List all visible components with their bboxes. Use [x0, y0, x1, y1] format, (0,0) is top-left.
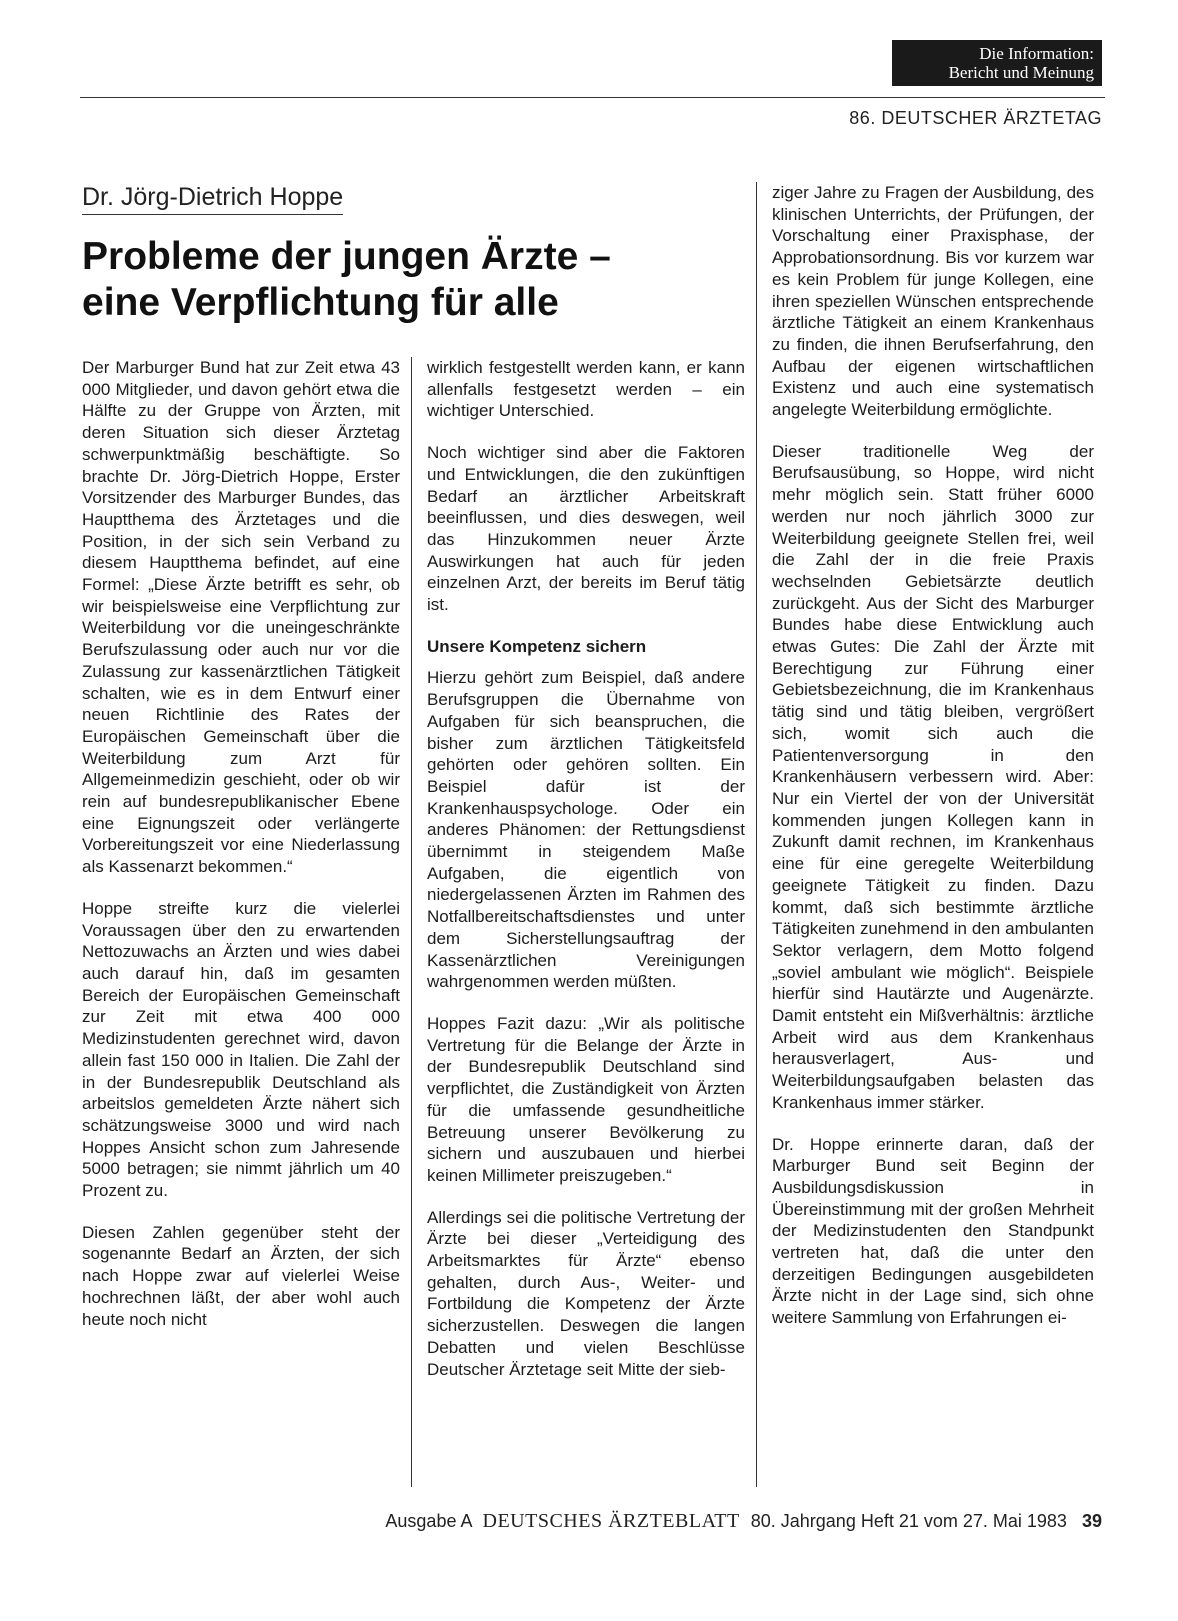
paragraph: Dr. Hoppe erinnerte daran, daß der Marburger Bund seit Beginn der Ausbildungsdiskussion in Übereinstimmung mit der großen Mehrheit der Medizinstudenten den Standpunkt vertreten hat, daß die unter den derzeitigen Bedingungen ausgebildeten Ärzte nicht in der Lage sind, sich ohne weitere Sammlung von Erfahrungen ei-	[772, 1134, 1094, 1328]
page-number: 39	[1081, 1511, 1102, 1531]
title-line1: Probleme der jungen Ärzte –	[82, 235, 611, 278]
column-rule-1	[411, 357, 412, 1487]
column-1	[82, 357, 400, 1350]
paragraph: Hoppe streifte kurz die vielerlei Voraussagen über den zu erwartenden Nettozuwachs an Ärzten und wies dabei auch darauf hin, daß im gesamten Bereich der Europäischen Gemeinschaft zur Zeit mit etwa 400 000 Medizinstudenten gerechnet wird, davon allein fast 150 000 in Italien. Die Zahl der in der Bundesrepublik Deutschland als arbeitslos gemeldeten Ärzte nähert sich schätzungsweise 3000 und wird nach Hoppes Ansicht schon zum Jahresende 5000 betragen; sie nimmt jährlich um 40 Prozent zu.	[82, 898, 400, 1201]
column-rule-2	[756, 182, 757, 1487]
section-label: 86. DEUTSCHER ÄRZTETAG	[849, 108, 1102, 128]
column-3	[772, 182, 1094, 1349]
paragraph: ziger Jahre zu Fragen der Ausbildung, des klinischen Unterrichts, der Prüfungen, der Vorschaltung einer Praxisphase, der Approbationsordnung. Bis vor kurzem war es kein Problem für junge Kollegen, eine ihren speziellen Wünschen entsprechende ärztliche Tätigkeit an einem Krankenhaus zu finden, die ihnen Berufserfahrung, den Aufbau der eigenen wirtschaftlichen Existenz und auch eine systematisch angelegte Weiterbildung ermöglichte.	[772, 183, 1094, 420]
subheading: Unsere Kompetenz sichern	[427, 636, 647, 656]
column-2	[427, 357, 745, 1400]
article-title	[82, 234, 762, 326]
page-footer	[0, 1510, 1102, 1533]
paragraph: Noch wichtiger sind aber die Faktoren und Entwicklungen, die den zukünftigen Bedarf an ärztlicher Arbeitskraft beeinflussen, und dies deswegen, weil das Hinzukommen neuer Ärzte Auswirkungen hat auch für jeden einzelnen Arzt, der bereits im Beruf tätig ist.	[427, 443, 745, 615]
section-header-box	[892, 40, 1102, 86]
title-line2: eine Verpflichtung für alle	[82, 281, 559, 324]
footer-edition: Ausgabe A	[385, 1511, 472, 1531]
paragraph: Der Marburger Bund hat zur Zeit etwa 43 000 Mitglieder, und davon gehört etwa die Hälfte zu der Gruppe von Ärzten, mit deren Situation sich dieser Ärztetag schwerpunktmäßig beschäftigte. So brachte Dr. Jörg-Dietrich Hoppe, Erster Vorsitzender des Marburger Bundes, das Hauptthema des Ärztetages und die Position, in der sich sein Verband zu diesem Hauptthema befindet, auf eine Formel: „Diese Ärzte betrifft es sehr, ob wir beispielsweise eine Verpflichtung zur Weiterbildung vor die uneingeschränkte Berufszulassung oder auch nur vor die Zulassung zur kassenärztlichen Tätigkeit schalten, wie es in dem Entwurf einer neuen Richtlinie des Rates der Europäischen Gemeinschaft über die Weiterbildung zum Arzt für Allgemeinmedizin geschieht, oder ob wir rein auf bundesrepublikanischer Ebene eine Eignungszeit oder verlängerte Vorbereitungszeit vor eine Niederlassung als Kassenarzt bekommen.“	[82, 358, 400, 877]
paragraph: wirklich festgestellt werden kann, er kann allenfalls festgesetzt werden – ein wichtiger Unterschied.	[427, 358, 745, 421]
paragraph: Hierzu gehört zum Beispiel, daß andere Berufsgruppen die Übernahme von Aufgaben für sich beanspruchen, die bisher zum ärztlichen Tätigkeitsfeld gehörten oder gehören sollten. Ein Beispiel dafür ist der Krankenhauspsychologe. Oder ein anderes Phänomen: der Rettungsdienst übernimmt in steigendem Maße Aufgaben, die eigentlich von niedergelassenen Ärzten im Rahmen des Notfallbereitschaftsdienstes und unter dem Sicherstellungsauftrag der Kassenärztlichen Vereinigungen wahrgenommen werden müßten.	[427, 668, 745, 992]
paragraph: Diesen Zahlen gegenüber steht der sogenannte Bedarf an Ärzten, der sich nach Hoppe zwar auf vielerlei Weise hochrechnen läßt, der aber wohl auch heute noch nicht	[82, 1222, 400, 1329]
footer-issue: 80. Jahrgang Heft 21 vom 27. Mai 1983	[750, 1511, 1067, 1531]
paragraph: Dieser traditionelle Weg der Berufsausübung, so Hoppe, wird nicht mehr möglich sein. Statt früher 6000 werden nur noch jährlich 3000 zur Weiterbildung geeignete Stellen frei, weil die Zahl der in die freie Praxis wechselnden Gebietsärzte deutlich zurückgeht. Aus der Sicht des Marburger Bundes habe diese Entwicklung auch etwas Gutes: Die Zahl der Ärzte mit Berechtigung zur Führung einer Gebietsbezeichnung, die im Krankenhaus tätig sind und tätig bleiben, vergrößert sich, womit sich auch die Patientenversorgung in den Krankenhäusern verbessern wird. Aber: Nur ein Viertel der von der Universität kommenden jungen Kollegen kann in Zukunft damit rechnen, im Krankenhaus eine für eine geregelte Weiterbildung geeignete Tätigkeit zu finden. Dazu kommt, daß sich bestimmte ärztliche Tätigkeiten zunehmend in den ambulanten Sektor verlagern, dem Motto folgend „soviel ambulant wie möglich“. Beispiele hierfür sind Hautärzte und Augenärzte. Damit entsteht ein Mißverhältnis: ärztliche Arbeit wird aus dem Krankenhaus herausverlagert, Aus- und Weiterbildungsaufgaben belasten das Krankenhaus immer stärker.	[772, 441, 1094, 1112]
header-box-line1: Die Information:	[979, 44, 1094, 63]
header-box-line2: Bericht und Meinung	[948, 63, 1094, 82]
article-author: Dr. Jörg-Dietrich Hoppe	[82, 183, 343, 215]
paragraph: Allerdings sei die politische Vertretung der Ärzte bei dieser „Verteidigung des Arbeitsmarktes für Ärzte“ ebenso gehalten, durch Aus-, Weiter- und Fortbildung die Kompetenz der Ärzte sicherzustellen. Deswegen die langen Debatten und vielen Beschlüsse Deutscher Ärztetage seit Mitte der sieb-	[427, 1207, 745, 1379]
header-rule	[80, 97, 1105, 98]
paragraph: Hoppes Fazit dazu: „Wir als politische Vertretung für die Belange der Ärzte in der Bundesrepublik Deutschland sind verpflichtet, die Zuständigkeit von Ärzten für die umfassende gesundheitliche Betreuung unserer Bevölkerung zu sichern und auszubauen und hierbei keinen Millimeter preiszugeben.“	[427, 1013, 745, 1185]
footer-journal: DEUTSCHES ÄRZTEBLATT	[482, 1510, 740, 1532]
